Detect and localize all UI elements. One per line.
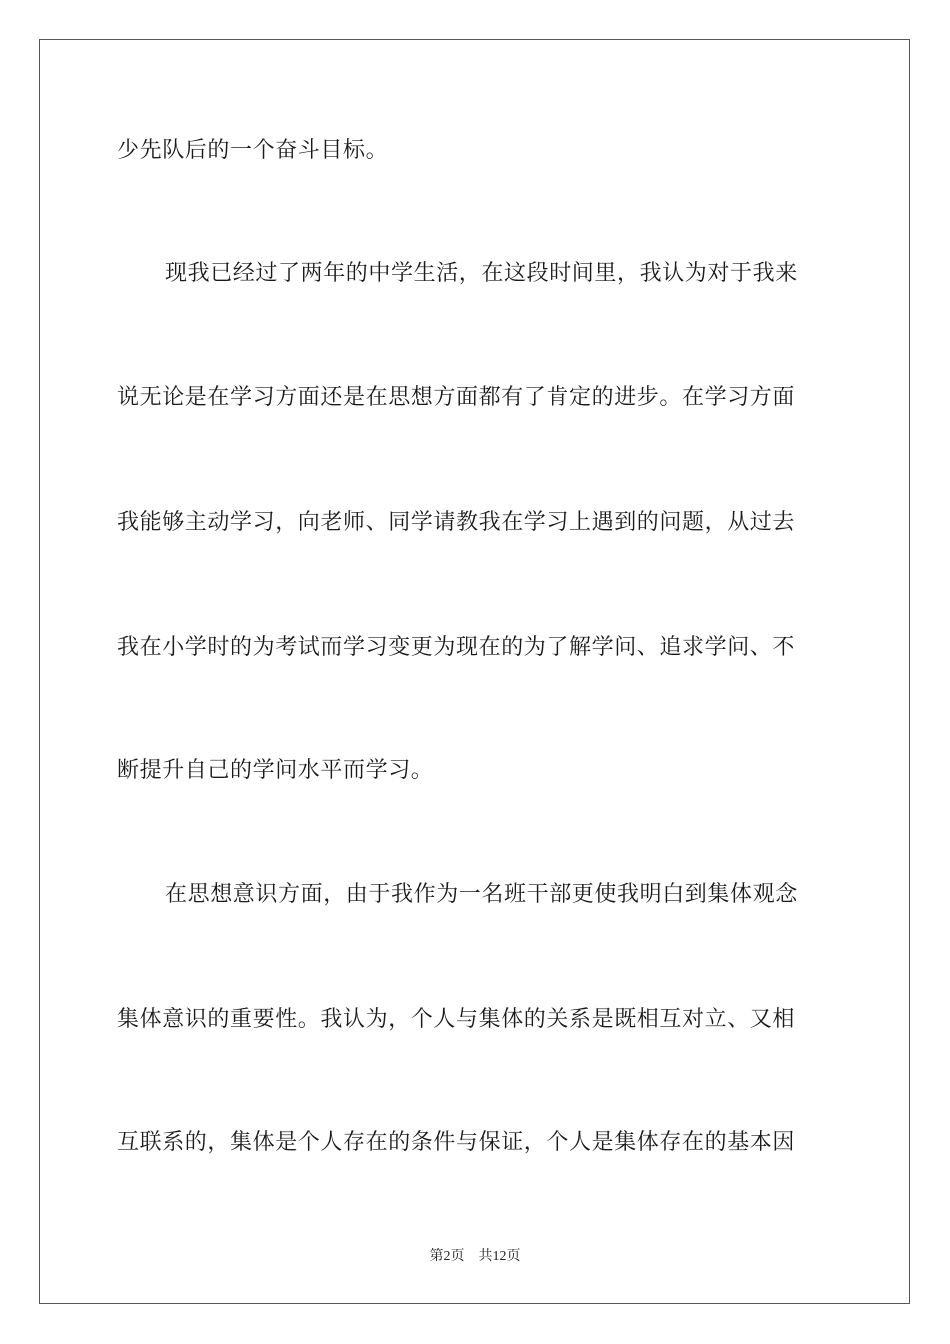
text-line-7: 在思想意识方面，由于我作为一名班干部更使我明白到集体观念 xyxy=(165,882,798,907)
total-pages: 共12页 xyxy=(478,1249,521,1264)
text-line-6: 断提升自己的学问水平而学习。 xyxy=(117,758,434,783)
text-line-2: 现我已经过了两年的中学生活，在这段时间里，我认为对于我来 xyxy=(165,261,798,286)
text-line-3: 说无论是在学习方面还是在思想方面都有了肯定的进步。在学习方面 xyxy=(117,385,796,410)
page-number: 第2页 xyxy=(429,1249,465,1264)
page-footer xyxy=(0,1247,950,1267)
page-border xyxy=(39,39,910,1304)
text-line-8: 集体意识的重要性。我认为，个人与集体的关系是既相互对立、又相 xyxy=(117,1007,796,1032)
text-line-4: 我能够主动学习，向老师、同学请教我在学习上遇到的问题，从过去 xyxy=(117,510,796,535)
text-line-1: 少先队后的一个奋斗目标。 xyxy=(117,138,389,163)
text-line-5: 我在小学时的为考试而学习变更为现在的为了解学问、追求学问、不 xyxy=(117,635,796,660)
text-line-9: 互联系的，集体是个人存在的条件与保证，个人是集体存在的基本因 xyxy=(117,1130,796,1155)
